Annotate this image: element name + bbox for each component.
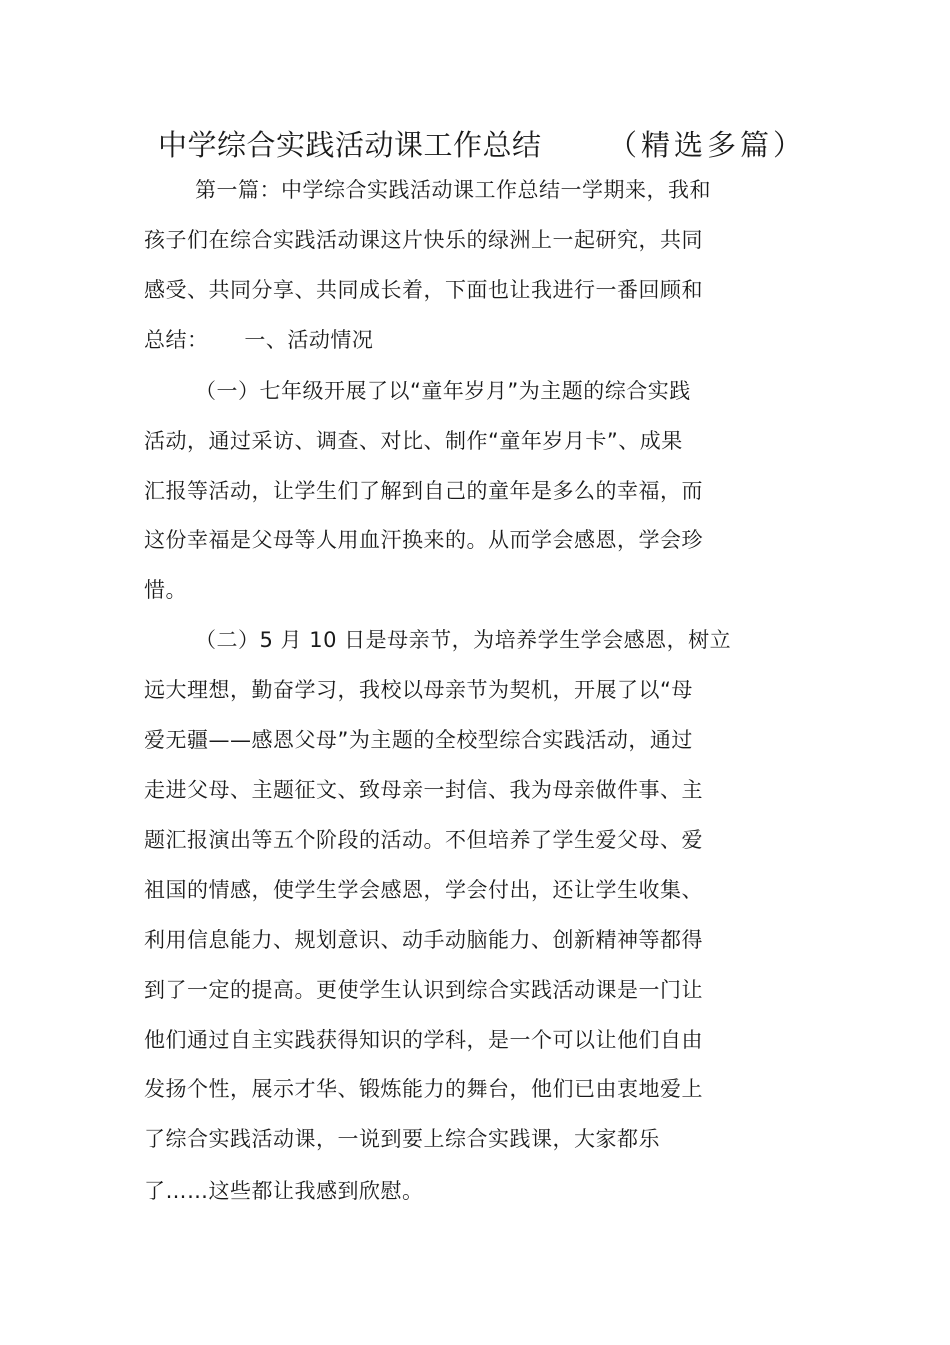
paragraph-line: 孩子们在综合实践活动课这片快乐的绿洲上一起研究，共同 (144, 228, 703, 252)
paragraph-line: 到了一定的提高。更使学生认识到综合实践活动课是一门让 (144, 978, 703, 1002)
paragraph-line: 他们通过自主实践获得知识的学科，是一个可以让他们自由 (144, 1028, 703, 1052)
paragraph-line: 爱无疆——感恩父母”为主题的全校型综合实践活动，通过 (144, 728, 693, 752)
paragraph-line: 祖国的情感，使学生学会感恩，学会付出，还让学生收集、 (144, 878, 703, 902)
paragraph-line: 远大理想，勤奋学习，我校以母亲节为契机，开展了以“母 (144, 678, 693, 702)
title-suffix-text: （精选多篇） (608, 128, 807, 162)
paragraph-line: 走进父母、主题征文、致母亲一封信、我为母亲做件事、主 (144, 778, 703, 802)
paragraph-line: 活动，通过采访、调查、对比、制作“童年岁月卡”、成果 (144, 429, 683, 453)
paragraph-line: 汇报等活动，让学生们了解到自己的童年是多么的幸福，而 (144, 479, 703, 503)
title-main-text: 中学综合实践活动课工作总结 (158, 128, 542, 162)
paragraph-line: 第一篇：中学综合实践活动课工作总结一学期来，我和 (195, 178, 711, 202)
paragraph-line: 惜。 (144, 578, 187, 602)
paragraph-line: 了综合实践活动课，一说到要上综合实践课，大家都乐 (144, 1127, 660, 1151)
document-title (158, 122, 807, 168)
paragraph-line: 了……这些都让我感到欣慰。 (144, 1179, 424, 1203)
paragraph-line: 发扬个性，展示才华、锻炼能力的舞台，他们已由衷地爱上 (144, 1077, 703, 1101)
paragraph-line: 利用信息能力、规划意识、动手动脑能力、创新精神等都得 (144, 928, 703, 952)
paragraph-line: 感受、共同分享、共同成长着，下面也让我进行一番回顾和 (144, 278, 703, 302)
paragraph-line: （一）七年级开展了以“童年岁月”为主题的综合实践 (195, 379, 691, 403)
paragraph-line: 题汇报演出等五个阶段的活动。不但培养了学生爱父母、爱 (144, 828, 703, 852)
paragraph-line: 这份幸福是父母等人用血汗换来的。从而学会感恩，学会珍 (144, 528, 703, 552)
paragraph-line: 总结： 一、活动情况 (144, 328, 374, 352)
paragraph-line: （二）5 月 10 日是母亲节，为培养学生学会感恩，树立 (195, 628, 732, 652)
